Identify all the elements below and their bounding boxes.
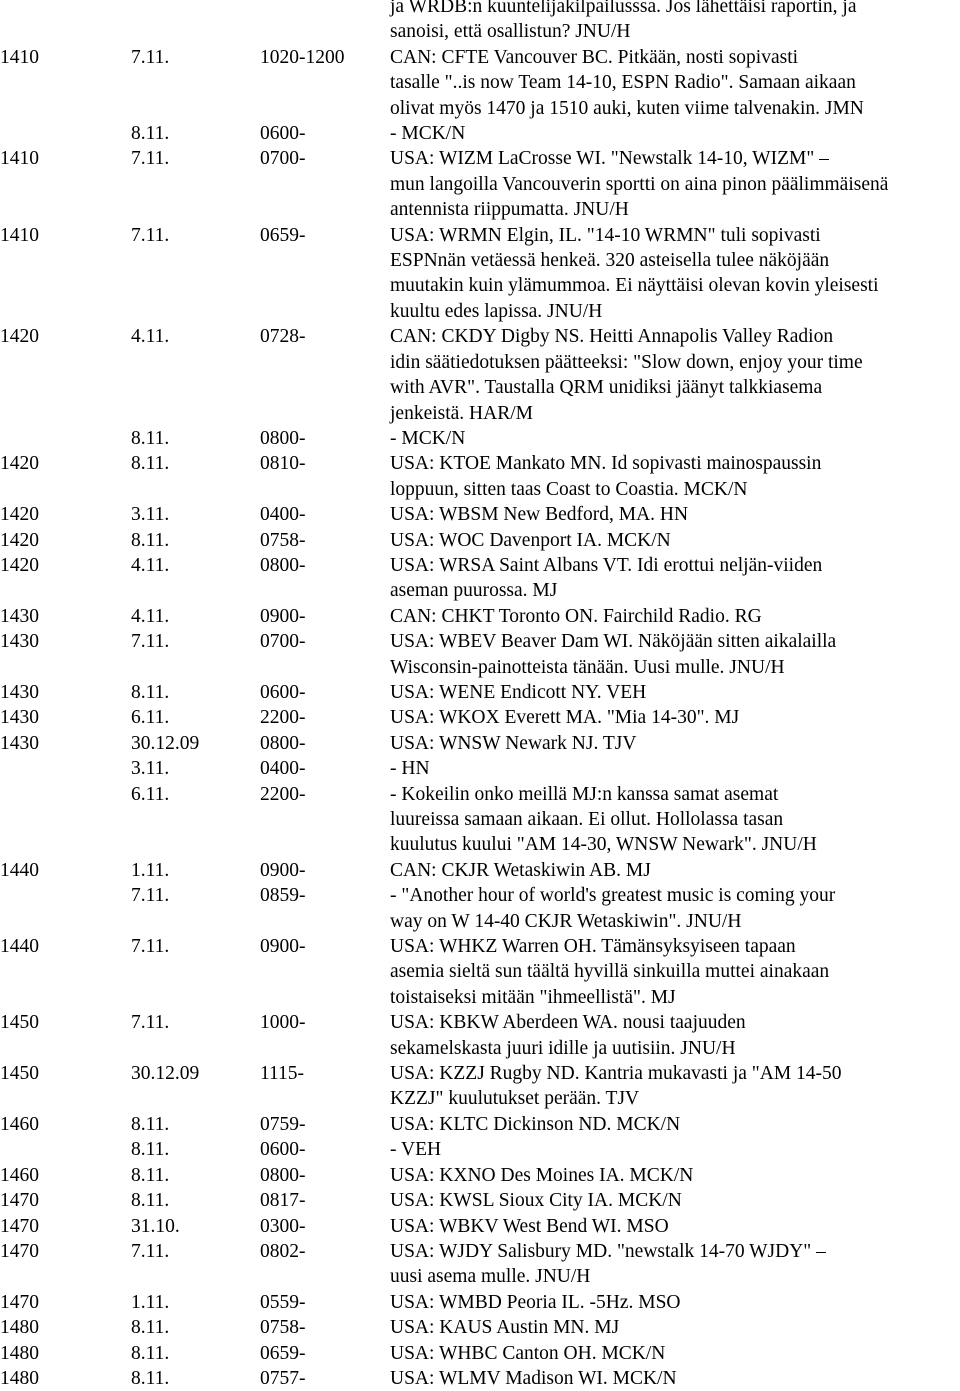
log-entry xyxy=(0,223,960,325)
report-line: with AVR". Taustalla QRM unidiksi jäänyt talkkiasema xyxy=(390,377,823,399)
frequency-cell: 1420 xyxy=(0,326,39,348)
frequency-cell: 1450 xyxy=(0,1012,39,1034)
station-report xyxy=(390,1112,960,1137)
station-report xyxy=(390,0,960,45)
report-line: USA: WRSA Saint Albans VT. Idi erottui neljän-viiden xyxy=(390,554,823,576)
report-line: USA: WMBD Peoria IL. -5Hz. MSO xyxy=(390,1291,681,1313)
frequency-cell: 1460 xyxy=(0,1164,39,1186)
date-cell: 1.11. xyxy=(131,1291,170,1313)
report-line: USA: KZZJ Rugby ND. Kantria mukavasti ja "AM 14-50 xyxy=(390,1063,842,1085)
station-report xyxy=(390,324,960,426)
log-entry xyxy=(0,553,960,604)
station-report xyxy=(390,1188,960,1213)
time-cell: 0800- xyxy=(260,554,306,576)
report-line: way on W 14-40 CKJR Wetaskiwin". JNU/H xyxy=(390,910,742,932)
frequency-cell: 1420 xyxy=(0,453,39,475)
report-line: USA: WKOX Everett MA. "Mia 14-30". MJ xyxy=(390,707,740,729)
report-line: USA: KLTC Dickinson ND. MCK/N xyxy=(390,1113,681,1135)
report-line: CAN: CFTE Vancouver BC. Pitkään, nosti sopivasti xyxy=(390,46,799,68)
station-report xyxy=(390,1315,960,1340)
frequency-cell: 1420 xyxy=(0,529,39,551)
time-cell: 0659- xyxy=(260,224,306,246)
station-report xyxy=(390,45,960,121)
date-cell: 7.11. xyxy=(131,1012,170,1034)
date-cell: 7.11. xyxy=(131,885,170,907)
time-cell: 0300- xyxy=(260,1215,306,1237)
log-entry xyxy=(0,629,960,680)
time-cell: 1020-1200 xyxy=(260,46,345,68)
frequency-cell xyxy=(0,0,131,45)
date-cell: 8.11. xyxy=(131,123,170,145)
log-entry xyxy=(0,1137,960,1162)
report-line: USA: WNSW Newark NJ. TJV xyxy=(390,732,637,754)
log-entry xyxy=(0,731,960,756)
station-report xyxy=(390,426,960,451)
time-cell: 0757- xyxy=(260,1367,306,1389)
report-line: sekamelskasta juuri idille ja uutisiin. JNU/H xyxy=(390,1037,736,1059)
time-cell: 0800- xyxy=(260,732,306,754)
station-report xyxy=(390,1137,960,1162)
date-cell: 8.11. xyxy=(131,1190,170,1212)
date-cell: 8.11. xyxy=(131,1317,170,1339)
frequency-cell xyxy=(0,121,131,146)
time-cell: 0400- xyxy=(260,504,306,526)
date-cell: 30.12.09 xyxy=(131,1063,200,1085)
frequency-cell: 1440 xyxy=(0,859,39,881)
station-report xyxy=(390,629,960,680)
report-line: USA: KAUS Austin MN. MJ xyxy=(390,1317,620,1339)
report-line: USA: WLMV Madison WI. MCK/N xyxy=(390,1367,677,1389)
report-line: - VEH xyxy=(390,1139,442,1161)
report-line: antennista riippumatta. JNU/H xyxy=(390,199,629,221)
report-line: USA: KTOE Mankato MN. Id sopivasti mainospaussin xyxy=(390,453,822,475)
log-entry xyxy=(0,1214,960,1239)
report-line: ESPNnän vetäessä henkeä. 320 asteisella tulee näköjään xyxy=(390,250,830,272)
time-cell: 0802- xyxy=(260,1240,306,1262)
date-cell: 8.11. xyxy=(131,1342,170,1364)
report-line: - MCK/N xyxy=(390,427,466,449)
log-entry xyxy=(0,1163,960,1188)
frequency-cell: 1470 xyxy=(0,1190,39,1212)
station-report xyxy=(390,1239,960,1290)
time-cell: 0900- xyxy=(260,859,306,881)
report-line: USA: WJDY Salisbury MD. "newstalk 14-70 WJDY" – xyxy=(390,1240,826,1262)
report-line: USA: KBKW Aberdeen WA. nousi taajuuden xyxy=(390,1012,746,1034)
frequency-cell xyxy=(0,883,131,934)
time-cell: 1115- xyxy=(260,1063,305,1085)
report-line: CAN: CHKT Toronto ON. Fairchild Radio. RG xyxy=(390,605,762,627)
frequency-cell xyxy=(0,1137,131,1162)
date-cell: 6.11. xyxy=(131,707,170,729)
report-line: - Kokeilin onko meillä MJ:n kanssa samat asemat xyxy=(390,783,779,805)
date-cell: 1.11. xyxy=(131,859,170,881)
date-cell: 8.11. xyxy=(131,453,170,475)
station-report xyxy=(390,223,960,325)
log-entry xyxy=(0,451,960,502)
report-line: toistaiseksi mitään "ihmeellistä". MJ xyxy=(390,986,676,1008)
log-entry xyxy=(0,146,960,222)
time-cell: 0758- xyxy=(260,529,306,551)
report-line: Wisconsin-painotteista tänään. Uusi mulle. JNU/H xyxy=(390,656,785,678)
log-entry xyxy=(0,1112,960,1137)
report-line: kuultu edes lapissa. JNU/H xyxy=(390,300,603,322)
report-line: loppuun, sitten taas Coast to Coastia. MCK/N xyxy=(390,478,748,500)
report-line: USA: WOC Davenport IA. MCK/N xyxy=(390,529,671,551)
date-cell: 8.11. xyxy=(131,427,170,449)
time-cell: 0700- xyxy=(260,631,306,653)
report-line: ja WRDB:n kuuntelijakilpailusssa. Jos lähettäisi raportin, ja xyxy=(390,0,857,17)
date-cell: 8.11. xyxy=(131,681,170,703)
date-cell: 4.11. xyxy=(131,605,170,627)
log-entry xyxy=(0,858,960,883)
report-line: USA: WRMN Elgin, IL. "14-10 WRMN" tuli sopivasti xyxy=(390,224,821,246)
time-cell: 0600- xyxy=(260,681,306,703)
report-line: CAN: CKDY Digby NS. Heitti Annapolis Valley Radion xyxy=(390,326,834,348)
frequency-cell: 1470 xyxy=(0,1240,39,1262)
date-cell: 4.11. xyxy=(131,326,170,348)
frequency-cell: 1480 xyxy=(0,1317,39,1339)
frequency-cell: 1430 xyxy=(0,732,39,754)
station-report xyxy=(390,1163,960,1188)
date-cell: 8.11. xyxy=(131,529,170,551)
report-line: - HN xyxy=(390,758,430,780)
station-report xyxy=(390,705,960,730)
date-cell: 7.11. xyxy=(131,46,170,68)
report-line: idin säätiedotuksen päätteeksi: "Slow down, enjoy your time xyxy=(390,351,863,373)
time-cell: 0559- xyxy=(260,1291,306,1313)
report-line: aseman puurossa. MJ xyxy=(390,580,558,602)
log-entry xyxy=(0,1061,960,1112)
frequency-cell xyxy=(0,756,131,781)
report-line: kuulutus kuului "AM 14-30, WNSW Newark". JNU/H xyxy=(390,834,817,856)
time-cell: 0400- xyxy=(260,758,306,780)
date-cell: 8.11. xyxy=(131,1367,170,1389)
report-line: uusi asema mulle. JNU/H xyxy=(390,1266,591,1288)
report-line: USA: WBSM New Bedford, MA. HN xyxy=(390,504,689,526)
frequency-cell: 1480 xyxy=(0,1367,39,1389)
frequency-cell: 1430 xyxy=(0,707,39,729)
report-line: - "Another hour of world's greatest music is coming your xyxy=(390,885,836,907)
frequency-cell: 1480 xyxy=(0,1342,39,1364)
frequency-cell: 1440 xyxy=(0,936,39,958)
date-cell: 3.11. xyxy=(131,758,170,780)
time-cell: 2200- xyxy=(260,783,306,805)
date-cell: 31.10. xyxy=(131,1215,180,1237)
report-line: sanoisi, että osallistun? JNU/H xyxy=(390,21,631,43)
station-report xyxy=(390,680,960,705)
log-entry xyxy=(0,1366,960,1391)
frequency-cell: 1470 xyxy=(0,1291,39,1313)
station-report xyxy=(390,756,960,781)
station-report xyxy=(390,858,960,883)
station-report xyxy=(390,1214,960,1239)
date-cell: 4.11. xyxy=(131,554,170,576)
report-line: muutakin kuin ylämummoa. Ei näyttäisi olevan kovin yleisesti xyxy=(390,275,879,297)
date-cell: 8.11. xyxy=(131,1139,170,1161)
log-entry xyxy=(0,528,960,553)
time-cell: 0759- xyxy=(260,1113,306,1135)
report-line: USA: WBEV Beaver Dam WI. Näköjään sitten aikalailla xyxy=(390,631,837,653)
frequency-cell: 1430 xyxy=(0,605,39,627)
report-line: asemia sieltä sun täältä hyvillä sinkuilla muttei ainakaan xyxy=(390,961,830,983)
log-entry xyxy=(0,680,960,705)
report-line: olivat myös 1470 ja 1510 auki, kuten viime talvenakin. JMN xyxy=(390,97,864,119)
time-cell: 2200- xyxy=(260,707,306,729)
frequency-cell: 1420 xyxy=(0,504,39,526)
time-cell: 0600- xyxy=(260,1139,306,1161)
date-cell: 7.11. xyxy=(131,631,170,653)
station-report xyxy=(390,604,960,629)
station-report xyxy=(390,883,960,934)
report-line: KZZJ" kuulutukset perään. TJV xyxy=(390,1088,640,1110)
report-line: - MCK/N xyxy=(390,123,466,145)
station-report xyxy=(390,553,960,604)
date-cell xyxy=(131,0,260,45)
time-cell: 0900- xyxy=(260,605,306,627)
station-report xyxy=(390,731,960,756)
report-line: USA: KXNO Des Moines IA. MCK/N xyxy=(390,1164,694,1186)
frequency-cell: 1410 xyxy=(0,148,39,170)
report-line: USA: WHBC Canton OH. MCK/N xyxy=(390,1342,666,1364)
time-cell: 1000- xyxy=(260,1012,306,1034)
frequency-cell xyxy=(0,782,131,858)
time-cell: 0859- xyxy=(260,885,306,907)
frequency-cell: 1430 xyxy=(0,631,39,653)
station-report xyxy=(390,1010,960,1061)
date-cell: 7.11. xyxy=(131,936,170,958)
time-cell: 0700- xyxy=(260,148,306,170)
station-report xyxy=(390,121,960,146)
date-cell: 7.11. xyxy=(131,224,170,246)
station-report xyxy=(390,502,960,527)
log-entry xyxy=(0,426,960,451)
log-entry xyxy=(0,604,960,629)
station-report xyxy=(390,934,960,1010)
date-cell: 3.11. xyxy=(131,504,170,526)
report-line: CAN: CKJR Wetaskiwin AB. MJ xyxy=(390,859,651,881)
log-entry xyxy=(0,1239,960,1290)
date-cell: 6.11. xyxy=(131,783,170,805)
time-cell xyxy=(260,0,390,45)
log-entry xyxy=(0,782,960,858)
time-cell: 0600- xyxy=(260,123,306,145)
date-cell: 7.11. xyxy=(131,1240,170,1262)
log-entry xyxy=(0,502,960,527)
station-report xyxy=(390,782,960,858)
station-report xyxy=(390,1341,960,1366)
report-line: USA: WENE Endicott NY. VEH xyxy=(390,681,647,703)
time-cell: 0800- xyxy=(260,427,306,449)
log-entry xyxy=(0,45,960,121)
log-entry xyxy=(0,1341,960,1366)
report-line: USA: WIZM LaCrosse WI. "Newstalk 14-10, WIZM" – xyxy=(390,148,829,170)
time-cell: 0800- xyxy=(260,1164,306,1186)
log-entry xyxy=(0,1188,960,1213)
log-entry xyxy=(0,0,960,45)
frequency-cell: 1410 xyxy=(0,224,39,246)
report-line: jenkeistä. HAR/M xyxy=(390,402,533,424)
report-line: USA: WBKV West Bend WI. MSO xyxy=(390,1215,669,1237)
date-cell: 8.11. xyxy=(131,1113,170,1135)
log-entry xyxy=(0,324,960,426)
log-entry xyxy=(0,121,960,146)
frequency-cell: 1410 xyxy=(0,46,39,68)
report-line: USA: WHKZ Warren OH. Tämänsyksyiseen tapaan xyxy=(390,936,796,958)
station-report xyxy=(390,146,960,222)
station-report xyxy=(390,451,960,502)
frequency-cell: 1430 xyxy=(0,681,39,703)
log-entry xyxy=(0,1290,960,1315)
log-entry xyxy=(0,705,960,730)
time-cell: 0817- xyxy=(260,1190,306,1212)
date-cell: 30.12.09 xyxy=(131,732,200,754)
frequency-cell: 1470 xyxy=(0,1215,39,1237)
log-entry xyxy=(0,1010,960,1061)
frequency-cell: 1450 xyxy=(0,1063,39,1085)
time-cell: 0728- xyxy=(260,326,306,348)
report-line: luureissa samaan aikaan. Ei ollut. Hollolassa tasan xyxy=(390,809,784,830)
report-line: USA: KWSL Sioux City IA. MCK/N xyxy=(390,1190,682,1212)
report-line: tasalle "..is now Team 14-10, ESPN Radio". Samaan aikaan xyxy=(390,72,856,94)
frequency-cell: 1420 xyxy=(0,554,39,576)
time-cell: 0659- xyxy=(260,1342,306,1364)
time-cell: 0758- xyxy=(260,1317,306,1339)
log-entry xyxy=(0,756,960,781)
log-entry xyxy=(0,1315,960,1340)
log-entry xyxy=(0,934,960,1010)
station-report xyxy=(390,528,960,553)
report-line: mun langoilla Vancouverin sportti on aina pinon päälimmäisenä xyxy=(390,173,889,195)
station-report xyxy=(390,1366,960,1391)
date-cell: 8.11. xyxy=(131,1164,170,1186)
time-cell: 0900- xyxy=(260,936,306,958)
time-cell: 0810- xyxy=(260,453,306,475)
log-entry xyxy=(0,883,960,934)
station-report xyxy=(390,1061,960,1112)
frequency-cell: 1460 xyxy=(0,1113,39,1135)
date-cell: 7.11. xyxy=(131,148,170,170)
frequency-cell xyxy=(0,426,131,451)
station-report xyxy=(390,1290,960,1315)
